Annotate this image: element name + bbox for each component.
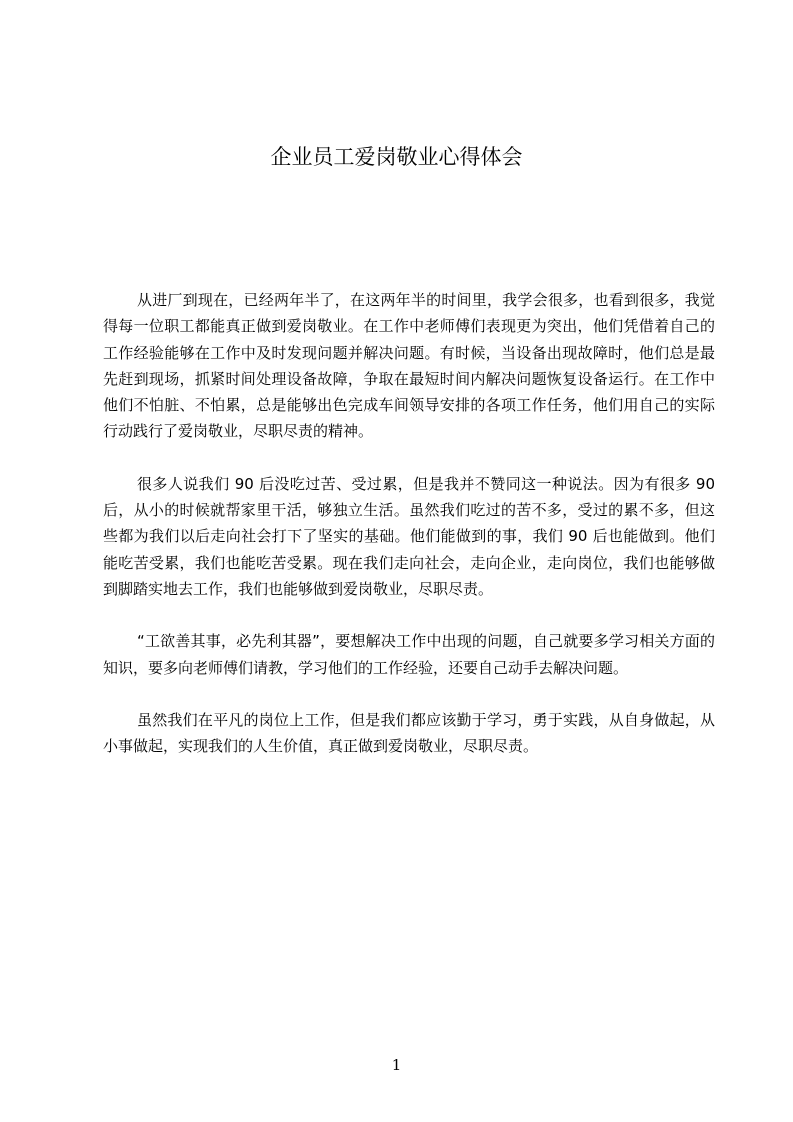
- paragraph-1: 从进厂到现在，已经两年半了，在这两年半的时间里，我学会很多，也看到很多，我觉得每一位职工都能真正做到爱岗敬业。在工作中老师傅们表现更为突出，他们凭借着自己的工作经验能够在工作中及时发现问题并解决问题。有时候，当设备出现故障时，他们总是最先赶到现场，抓紧时间处理设备故障，争取在最短时间内解决问题恢复设备运行。在工作中他们不怕脏、不怕累，总是能够出色完成车间领导安排的各项工作任务，他们用自己的实际行动践行了爱岗敬业，尽职尽责的精神。: [103, 291, 715, 441]
- paragraph-3: “工欲善其事，必先利其器”，要想解决工作中出现的问题，自己就要多学习相关方面的知识，要多向老师傅们请教，学习他们的工作经验，还要自己动手去解决问题。: [103, 632, 715, 677]
- document-body: [103, 287, 715, 759]
- paragraph-2: 很多人说我们 90 后没吃过苦、受过累，但是我并不赞同这一种说法。因为有很多 90 后，从小的时候就帮家里干活，够独立生活。虽然我们吃过的苦不多，受过的累不多，但这些都为我们以后走向社会打下了坚实的基础。他们能做到的事，我们 90 后也能做到。他们能吃苦受累，我们也能吃苦受累。现在我们走向社会，走向企业，走向岗位，我们也能够做到脚踏实地去工作，我们也能够做到爱岗敬业，尽职尽责。: [103, 474, 715, 598]
- document-title: 企业员工爱岗敬业心得体会: [270, 145, 523, 169]
- page-number: 1: [391, 1056, 402, 1074]
- paragraph-4: 虽然我们在平凡的岗位上工作，但是我们都应该勤于学习，勇于实践，从自身做起，从小事做起，实现我们的人生价值，真正做到爱岗敬业，尽职尽责。: [103, 710, 715, 756]
